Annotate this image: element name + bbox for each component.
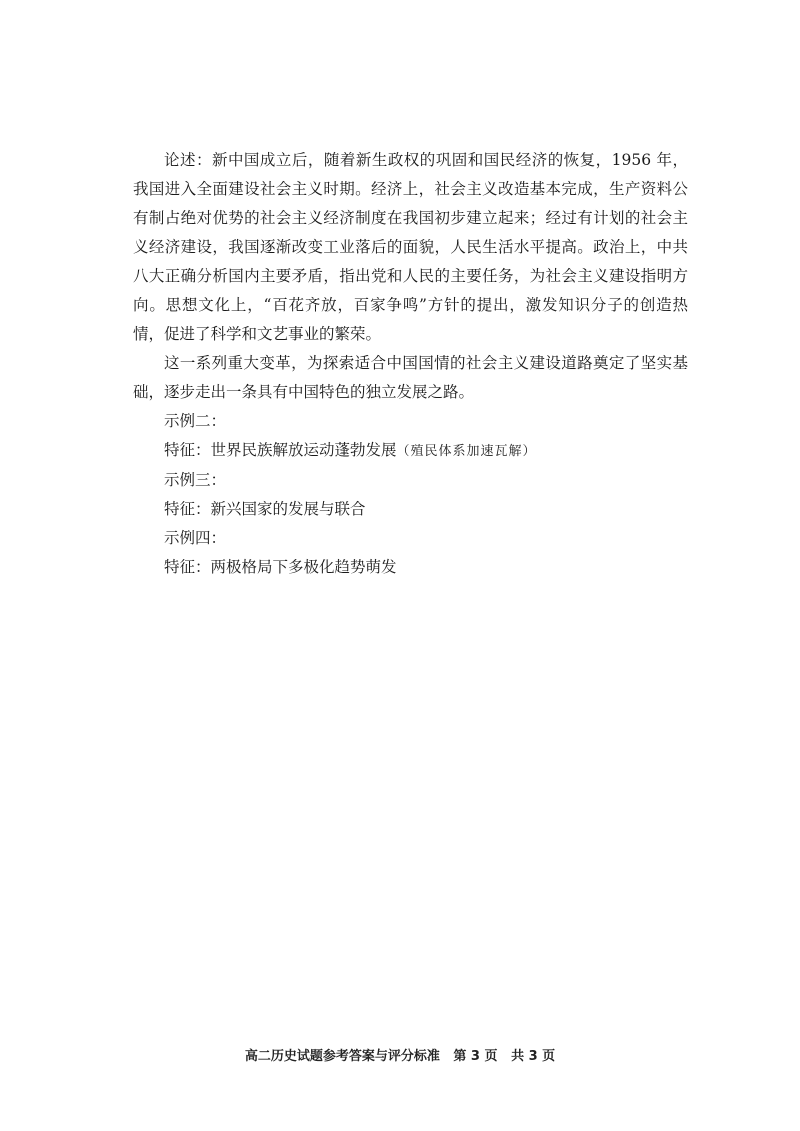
example-four-feature: 特征：两极格局下多极化趋势萌发 bbox=[164, 558, 397, 576]
page-footer: 高二历史试题参考答案与评分标准 第 3 页 共 3 页 bbox=[244, 1049, 556, 1064]
conclusion-paragraph: 这一系列重大变革，为探索适合中国国情的社会主义建设道路奠定了坚实基础，逐步走出一条具有中国特色的独立发展之路。 bbox=[133, 354, 688, 401]
example-two-feature-text: 特征：世界民族解放运动蓬勃发展 bbox=[164, 441, 397, 459]
example-three-title: 示例三： bbox=[164, 471, 227, 489]
answer-content bbox=[133, 146, 688, 582]
example-two-feature-note: （殖民体系加速瓦解） bbox=[396, 444, 537, 459]
discussion-paragraph: 论述：新中国成立后，随着新生政权的巩固和国民经济的恢复，1956 年，我国进入全面建设社会主义时期。经济上，社会主义改造基本完成，生产资料公有制占绝对优势的社会主义经济制度在我国初步建立起来；经过有计划的社会主义经济建设，我国逐渐改变工业落后的面貌，人民生活水平提高。政治上，中共八大正确分析国内主要矛盾，指出党和人民的主要任务，为社会主义建设指明方向。思想文化上，“百花齐放，百家争鸣”方针的提出，激发知识分子的创造热情，促进了科学和文艺事业的繁荣。 bbox=[133, 151, 688, 343]
example-two-feature bbox=[133, 436, 688, 466]
example-three-feature: 特征：新兴国家的发展与联合 bbox=[164, 500, 366, 518]
example-four-title: 示例四： bbox=[164, 529, 227, 547]
example-two-title: 示例二： bbox=[164, 412, 227, 430]
